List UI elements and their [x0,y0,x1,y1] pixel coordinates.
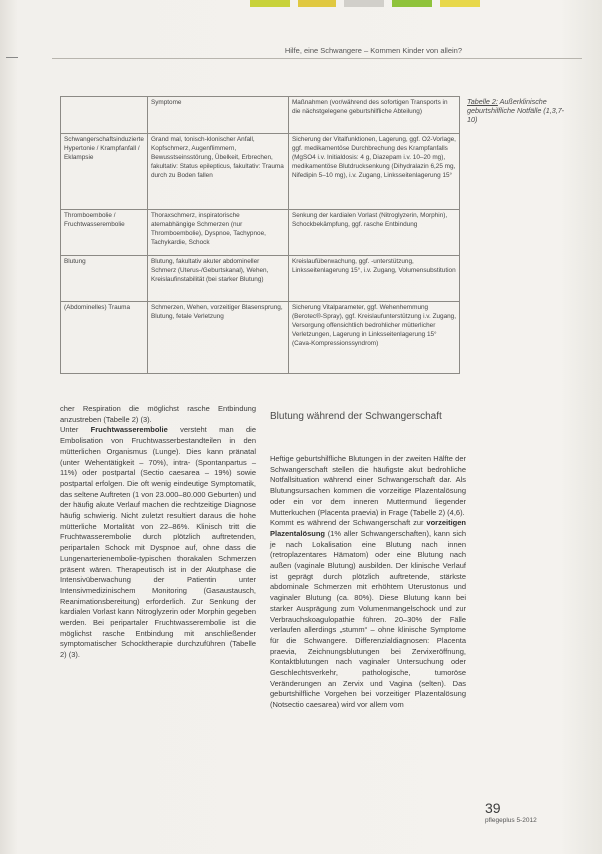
table-cell: Thromboembolie / Fruchtwasserembolie [61,210,148,256]
paragraph [270,518,466,711]
bold-term: vorzeitigen Plazentalösung [270,518,466,538]
bold-term: Fruchtwasserembolie [90,425,168,435]
table-header-cell: Maßnahmen (vor/während des sofortigen Transports in die nächstgelegene geburtshilfliche Abteilung) [288,97,459,134]
color-tab [440,0,480,7]
page-number: 39 [485,800,501,816]
text-run: Unter [60,425,91,435]
caption-label: Tabelle 2: [467,97,498,106]
table-header-row [61,97,460,134]
table-header-cell [61,97,148,134]
table-cell: Blutung, fakultativ akuter abdomineller Schmerz (Uterus-/Geburtskanal), Wehen, Kreislaufinstabilität (bei starker Blutung) [147,256,288,302]
table-cell: Blutung [61,256,148,302]
table-cell: Schwangerschaftsinduzierte Hypertonie / Krampfanfall / Eklampsie [61,134,148,210]
table-header-cell: Symptome [147,97,288,134]
header-rule [52,58,582,59]
color-tab [250,0,290,7]
left-text-column [60,404,256,661]
table-cell: Kreislaufüberwachung, ggf. -unterstützung, Linksseitenlagerung 15°, i.v. Zugang, Volumensubstitution [288,256,459,302]
publication-label: pflegeplus 5-2012 [485,817,537,824]
table-cell: Thoraxschmerz, inspiratorische atemabhängige Schmerzen (nur Thromboembolie), Dyspnoe, Tachypnoe, Tachykardie, Schock [147,210,288,256]
table-cell: Schmerzen, Wehen, vorzeitiger Blasensprung, Blutung, fetale Verletzung [147,302,288,374]
text-run: (1% aller Schwangerschaften), kann sich je nach Lokalisation eine Blutung nach innen (retroplazentares Hämatom) oder eine Blutung nach außen (vaginale Blutung) ausbilden. Der klinische Verlauf ist geprägt durch plötzlich auftretende, stärkste abdominale Schmerzen mit erhöhtem Uterustonus und vaginaler Blutung (ca. 80%). Diese Blutung kann bei starker Ausprägung zum Volumenmangelschock und zur Verbrauchskoagulopathie führen. 20–30% der Fälle verlaufen allerdings „stumm“ – ohne klinische Symptome für die Schwangere. Differenzialdiagnosen: Placenta praevia, Zeichnungsblutungen bei Zervixeröffnung, Kontaktblutungen nach vaginaler Untersuchung oder Geschlechtsverkehr, pathologische, tumoröse Veränderungen an Zervix und Vagina (selten). Das geburtshilfliche Vorgehen bei vorzeitiger Plazentalösung (Notsectio caesarea) wird vor allem vom [270,528,466,710]
table-cell: (Abdominelles) Trauma [61,302,148,374]
text-run: Kommt es während der Schwangerschaft zur [270,518,427,528]
paragraph [60,425,256,660]
right-text-column [270,454,466,711]
table-cell: Senkung der kardialen Vorlast (Nitroglyzerin, Morphin), Schockbekämpfung, ggf. rasche Entbindung [288,210,459,256]
table-cell: Sicherung Vitalparameter, ggf. Wehenhemmung (Berotec®-Spray), ggf. Kreislaufunterstützung i.v. Zugang, Versorgung offensichtlich bedrohlicher mütterlicher Verletzungen, Lagerung in Linksseitenlagerung 15° (Cava-Kompressionssyndrom) [288,302,459,374]
color-tab [344,0,384,7]
table-caption [467,97,567,124]
table-row [61,256,460,302]
color-tabs [250,0,480,8]
paragraph: Heftige geburtshilfliche Blutungen in der zweiten Hälfte der Schwangerschaft stellen die häufigste akut bedrohliche Notfallsituation während einer Schwangerschaft dar. Als Blutungsursachen kommen die vorzeitige Plazentalösung oder ein vor dem inneren Muttermund liegender Mutterkuchen (Placenta praevia) in Frage (Tabelle 2) (4,6). [270,454,466,517]
table-row [61,134,460,210]
table-cell: Sicherung der Vitalfunktionen, Lagerung, ggf. O2-Vorlage, ggf. medikamentöse Durchbrechung des Krampfanfalls (MgSO4 i.v. Initialdosis: 4 g, Diazepam i.v. 10–20 mg), medikamentöse Blutdrucksenkung (Dihydralazin 6,25 mg, Nifedipin 5–10 mg), i.v. Zugang, Linksseitenlagerung 15° [288,134,459,210]
color-tab [298,0,336,7]
table-row [61,210,460,256]
text-run: versteht man die Embolisation von Fruchtwasserbestandteilen in den mütterlichen Organismus (Lunge). Dies kann pränatal (unter Wehentätigkeit – 70%), intra- (Spontanpartus – 11%) oder postpartal (Sectio caesarea – 19%) sowie postpartal erfolgen. Die oft wenig eindeutige Symptomatik, das seltene Auftreten (1 von 23.000–80.000 Geburten) und der häufig akute Verlauf machen die rechtzeitige Diagnose häufig schwierig. Nicht zuletzt resultiert daraus die hohe mütterliche Mortalität von 22–86%. Klinisch tritt die Fruchtwasserembolie durch plötzlich auftretenden, peripartalen Schock mit Dyspnoe auf, ohne dass die Lungenarterienembolie-typischen thorakalen Schmerzen präsent wären. Therapeutisch ist in der Akutphase die Intensivüberwachung der Patientin unter Intensivmedizinischem Monitoring (Gasaustausch, Reanimationsbereitung) erforderlich. Zur Senkung der kardialen Vorlast kann Nitroglyzerin oder Morphin gegeben werden. Bei peripartaler Fruchtwasserembolie ist die möglichst rasche Entbindung mit anschließender symptomatischer Schocktherapie durchzuführen (Tabelle 2) (3). [60,425,256,660]
table-row [61,302,460,374]
margin-mark [6,57,18,58]
emergency-table [60,96,460,374]
running-head: Hilfe, eine Schwangere – Kommen Kinder von allein? [284,46,462,55]
caption-text: Außerklinische geburtshilfliche Notfälle (1,3,7-10) [467,97,565,124]
table-cell: Grand mal, tonisch-klonischer Anfall, Kopfschmerz, Augenflimmern, Bewusstseinsstörung, Übelkeit, Erbrechen, fakultativ: Status epilepticus, fakultativ: Trauma durch zu Boden fallen [147,134,288,210]
color-tab [392,0,432,7]
paragraph: cher Respiration die möglichst rasche Entbindung anzustreben (Tabelle 2) (3). [60,404,256,424]
section-heading: Blutung während der Schwangerschaft [270,411,442,422]
